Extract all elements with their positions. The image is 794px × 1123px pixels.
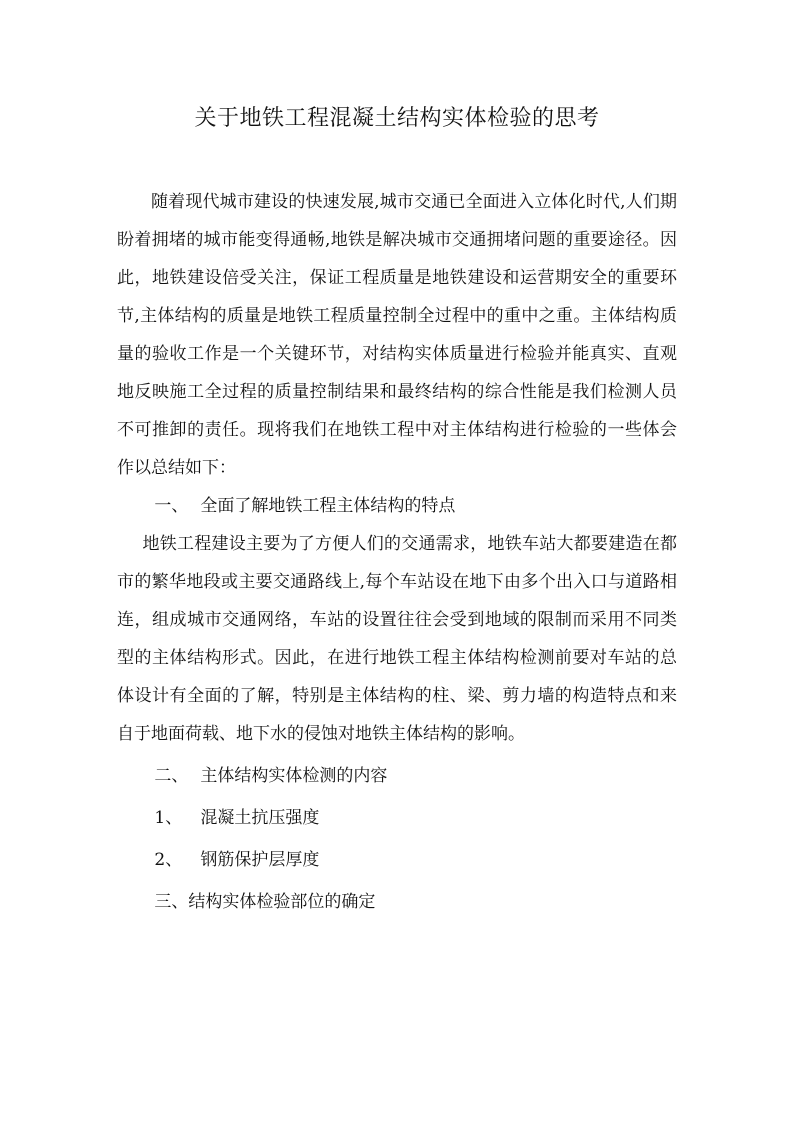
intro-paragraph: 随着现代城市建设的快速发展,城市交通已全面进入立体化时代,人们期盼着拥堵的城市能变得通畅,地铁是解决城市交通拥堵问题的重要途径。因此，地铁建设倍受关注，保证工程质量是地铁建设和运营期安全的重要环节,主体结构的质量是地铁工程质量控制全过程中的重中之重。主体结构质量的验收工作是一个关键环节，对结构实体质量进行检验并能真实、直观地反映施工全过程的质量控制结果和最终结构的综合性能是我们检测人员不可推卸的责任。现将我们在地铁工程中对主体结构进行检验的一些体会作以总结如下： — [117, 192, 677, 478]
section1-paragraph: 地铁工程建设主要为了方便人们的交通需求，地铁车站大都要建造在都市的繁华地段或主要交通路线上,每个车站设在地下由多个出入口与道路相连，组成城市交通网络，车站的设置往往会受到地域的限制而采用不同类型的主体结构形式。因此，在进行地铁工程主体结构检测前要对车站的总体设计有全面的了解，特别是主体结构的柱、梁、剪力墙的构造特点和来自于地面荷载、地下水的侵蚀对地铁主体结构的影响。 — [117, 534, 677, 744]
list-item — [117, 841, 677, 879]
section2-heading — [117, 757, 677, 795]
section1-heading — [117, 487, 677, 525]
section2-number: 二、 — [154, 766, 189, 786]
section3-heading: 三、结构实体检验部位的确定 — [154, 892, 376, 912]
list-item-text: 混凝土抗压强度 — [200, 808, 320, 828]
list-item-number: 2、 — [154, 850, 183, 870]
section1-number: 一、 — [154, 496, 189, 516]
list-item-text: 钢筋保护层厚度 — [200, 850, 320, 870]
list-item — [117, 799, 677, 837]
list-item-number: 1、 — [154, 808, 183, 828]
document-body — [117, 183, 677, 921]
document-title: 关于地铁工程混凝土结构实体检验的思考 — [194, 106, 600, 131]
section1-heading-text: 全面了解地铁工程主体结构的特点 — [200, 496, 456, 516]
section2-heading-text: 主体结构实体检测的内容 — [200, 766, 388, 786]
